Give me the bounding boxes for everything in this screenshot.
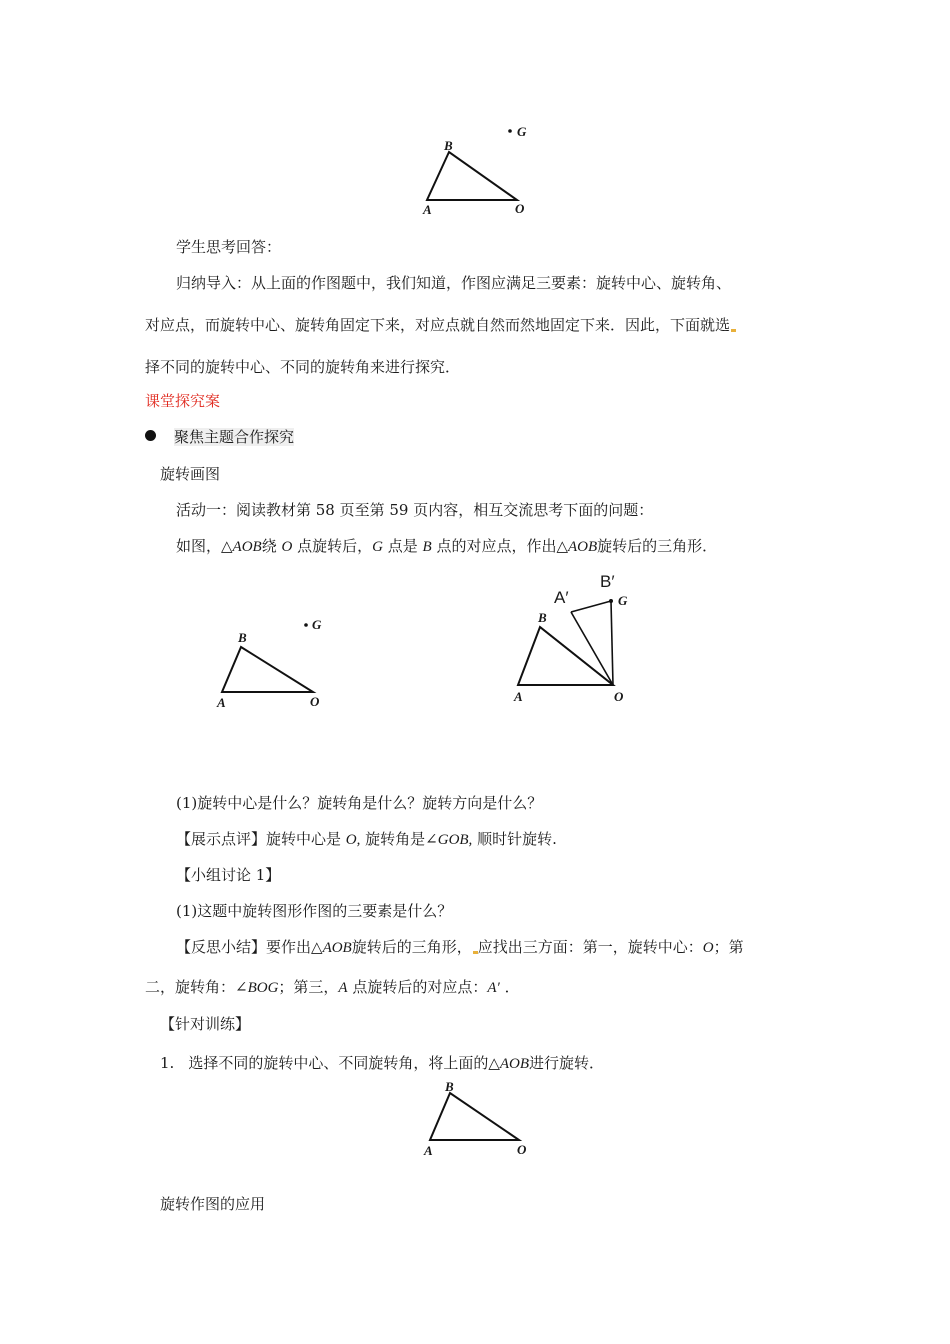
figure-triangle-aob-with-g-left <box>210 610 340 715</box>
problem-var: AOB <box>232 539 262 555</box>
problem-text: 点的对应点，作出△ <box>431 537 568 555</box>
reflect-var: O <box>702 940 714 956</box>
review-text: 旋转中心是 <box>266 830 346 848</box>
reflect-text: 应找出三方面：第一，旋转中心： <box>477 938 703 956</box>
label-b: B <box>538 610 547 625</box>
exercise-var: AOB <box>499 1056 530 1072</box>
label-a: A <box>423 202 432 217</box>
label-a: A <box>514 689 523 704</box>
figure-triangle-aob-bottom <box>415 1075 535 1165</box>
label-o: O <box>517 1142 527 1157</box>
exercise-text: 选择不同的旋转中心、不同旋转角，将上面的△ <box>188 1054 500 1072</box>
exercise-number: 1. <box>160 1054 175 1072</box>
figure-triangle-aob-with-g-top <box>415 120 535 220</box>
reflect-var: BOG <box>247 980 279 996</box>
label-g: G <box>517 124 527 139</box>
review-var: GOB, <box>437 832 473 848</box>
reflect-text: ． <box>499 978 520 996</box>
problem-text: 如图，△ <box>176 537 233 555</box>
reflect-text: 旋转后的三角形， <box>351 938 472 956</box>
reflect-var: A <box>338 980 348 996</box>
label-b: B <box>444 138 453 153</box>
induction-line-2 <box>145 314 736 335</box>
induction-line-1: 归纳导入：从上面的作图题中，我们知道，作图应满足三要素：旋转中心、旋转角、 <box>176 274 732 292</box>
problem-var: AOB <box>568 539 598 555</box>
label-g: G <box>312 617 322 632</box>
training-heading: 【针对训练】 <box>160 1015 251 1033</box>
induction-line-2-text: 对应点，而旋转中心、旋转角固定下来，对应点就自然而然地固定下来．因此，下面就选 <box>145 316 731 334</box>
bullet-icon <box>145 430 156 441</box>
point-g <box>304 623 308 627</box>
induction-line-3: 择不同的旋转中心、不同的旋转角来进行探究． <box>145 358 461 376</box>
reflect-var: A′ <box>487 980 500 996</box>
application-heading: 旋转作图的应用 <box>160 1195 266 1213</box>
problem-var: G <box>372 539 383 555</box>
reflect-text: 点旋转后的对应点： <box>347 978 488 996</box>
problem-statement <box>176 535 717 556</box>
label-o: O <box>515 201 525 216</box>
section-title: 课堂探究案 <box>145 392 221 410</box>
problem-text: 点是 <box>382 537 423 555</box>
label-a: A <box>217 695 226 710</box>
review-answer <box>176 828 557 849</box>
reflect-line-1 <box>176 936 744 957</box>
review-text: 旋转角是∠ <box>360 830 438 848</box>
label-b: B <box>238 630 247 645</box>
group-discussion: 【小组讨论 1】 <box>176 866 281 884</box>
review-bracket: 【展示点评】 <box>176 830 267 848</box>
question-2: (1)这题中旋转图形作图的三要素是什么？ <box>176 902 453 920</box>
label-b-prime: B′ <box>600 572 615 591</box>
subtopic-drawing: 旋转画图 <box>160 465 221 483</box>
exercise-text: 进行旋转． <box>529 1054 605 1072</box>
label-g: G <box>618 593 628 608</box>
activity-one: 活动一：阅读教材第 58 页至第 59 页内容，相互交流思考下面的问题： <box>176 501 654 519</box>
revision-mark <box>731 329 736 332</box>
question-1: (1)旋转中心是什么？旋转角是什么？旋转方向是什么？ <box>176 794 543 812</box>
label-o: O <box>310 694 320 709</box>
reflect-bracket: 【反思小结】 <box>176 938 267 956</box>
label-b: B <box>445 1079 454 1094</box>
label-a: A <box>424 1143 433 1158</box>
reflect-text: 二，旋转角：∠ <box>145 978 248 996</box>
figure-rotated-triangle <box>505 565 655 715</box>
focus-heading-text: 聚焦主题合作探究 <box>174 428 295 446</box>
problem-text: 旋转后的三角形． <box>597 537 718 555</box>
label-o: O <box>614 689 624 704</box>
student-answer: 学生思考回答： <box>176 238 282 256</box>
review-text: 顺时针旋转. <box>472 830 557 848</box>
problem-text: 点旋转后， <box>292 537 373 555</box>
review-var: O, <box>345 832 361 848</box>
reflect-text: ；第 <box>713 938 744 956</box>
reflect-text: ；第三， <box>278 978 339 996</box>
focus-heading <box>145 426 294 447</box>
reflect-text: 要作出△ <box>266 938 323 956</box>
reflect-var: AOB <box>322 940 352 956</box>
problem-var: O <box>281 539 293 555</box>
point-g <box>508 129 512 133</box>
reflect-line-2 <box>145 976 520 997</box>
problem-var: B <box>422 539 432 555</box>
problem-text: 绕 <box>261 537 282 555</box>
point-g <box>609 599 613 603</box>
label-a-prime: A′ <box>554 588 569 607</box>
exercise-1 <box>160 1052 604 1073</box>
